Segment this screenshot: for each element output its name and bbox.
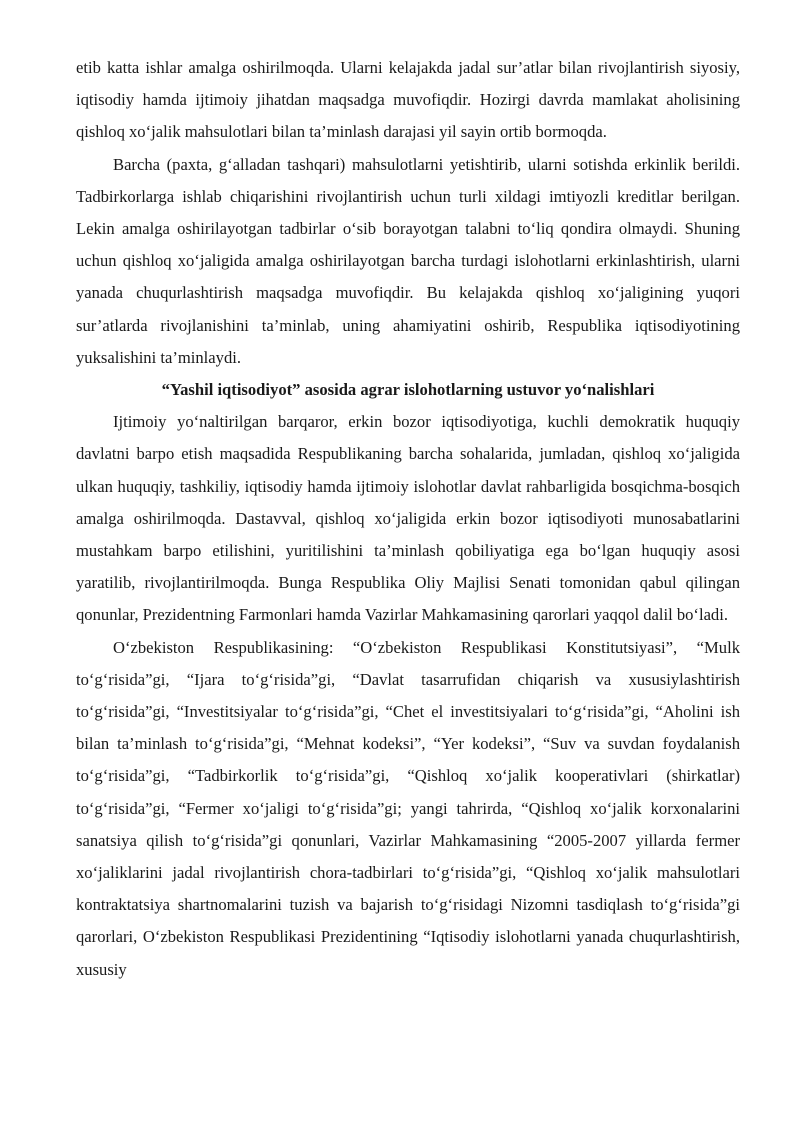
paragraph-reforms: Ijtimoiy yo‘naltirilgan barqaror, erkin bozor iqtisodiyotiga, kuchli demokratik huquqiy davlatni barpo etish maqsadida Respublikaning barcha sohalarida, jumladan, qishloq xo‘jaligida ulkan huquqiy, tashkiliy, iqtisodiy hamda ijtimoiy islohotlar davlat rahbarligida bosqichma-bosqich amalga oshirilmoqda. Dastavval, qishloq xo‘jaligida erkin bozor iqtisodiyoti munosabatlarini mustahkam barpo etilishini, yuritilishini ta’minlash qobiliyatiga ega bo‘lgan huquqiy asosi yaratilib, rivojlantirilmoqda. Bunga Respublika Oliy Majlisi Senati tomonidan qabul qilingan qonunlar, Prezidentning Farmonlari hamda Vazirlar Mahkamasining qarorlari yaqqol dalil bo‘ladi. (76, 412, 740, 625)
paragraph-laws-list: O‘zbekiston Respublikasining: “O‘zbekiston Respublikasi Konstitutsiyasi”, “Mulk to‘g‘risida”gi, “Ijara to‘g‘risida”gi, “Davlat tasarrufidan chiqarish va xususiylashtirish to‘g‘risida”gi, “Investitsiyalar to‘g‘risida”gi, “Chet el investitsiyalari to‘g‘risida”gi, “Aholini ish bilan ta’minlash to‘g‘risida”gi, “Mehnat kodeksi”, “Yer kodeksi”, “Suv va suvdan foydalanish to‘g‘risida”gi, “Tadbirkorlik to‘g‘risida”gi, “Qishloq xo‘jalik kooperativlari (shirkatlar) to‘g‘risida”gi, “Fermer xo‘jaligi to‘g‘risida”gi; yangi tahrirda, “Qishloq xo‘jalik korxonalarini sanatsiya qilish to‘g‘risida”gi qonunlari, Vazirlar Mahkamasining “2005-2007 yillarda fermer xo‘jaliklarini jadal rivojlantirish chora-tadbirlari to‘g‘risida”gi, “Qishloq xo‘jalik mahsulotlari kontraktatsiya shartnomalarini tuzish va bajarish to‘g‘risidagi Nizomni tasdiqlash to‘g‘risida”gi qarorlari, O‘zbekiston Respublikasi Prezidentining “Iqtisodiy islohotlarni yanada chuqurlashtirish, xususiy (76, 637, 740, 979)
paragraph-continuation: etib katta ishlar amalga oshirilmoqda. Ularni kelajakda jadal sur’atlar bilan rivojlantirish siyosiy, iqtisodiy hamda ijtimoiy jihatdan maqsadga muvofiqdir. Hozirgi davrda mamlakat aholisining qishloq xo‘jalik mahsulotlari bilan ta’minlash darajasi yil sayin ortib bormoqda. (76, 58, 740, 142)
paragraph-crop-liberalization: Barcha (paxta, g‘alladan tashqari) mahsulotlarni yetishtirib, ularni sotishda erkinlik berildi. Tadbirkorlarga ishlab chiqarishini rivojlantirish uchun turli xildagi imtiyozli kreditlar berilgan. Lekin amalga oshirilayotgan tadbirlar o‘sib borayotgan talabni to‘liq qondira olmaydi. Shuning uchun qishloq xo‘jaligida amalga oshirilayotgan barcha turdagi islohotlarni erkinlashtirish, ularni yanada chuqurlashtirish maqsadga muvofiqdir. Bu kelajakda qishloq xo‘jaligining yuqori sur’atlarda rivojlanishini ta’minlab, uning ahamiyatini oshirib, Respublika iqtisodiyotining yuksalishini ta’minlaydi. (76, 154, 740, 367)
section-heading: “Yashil iqtisodiyot” asosida agrar islohotlarning ustuvor yo‘nalishlari (161, 380, 655, 400)
document-page (76, 52, 740, 986)
